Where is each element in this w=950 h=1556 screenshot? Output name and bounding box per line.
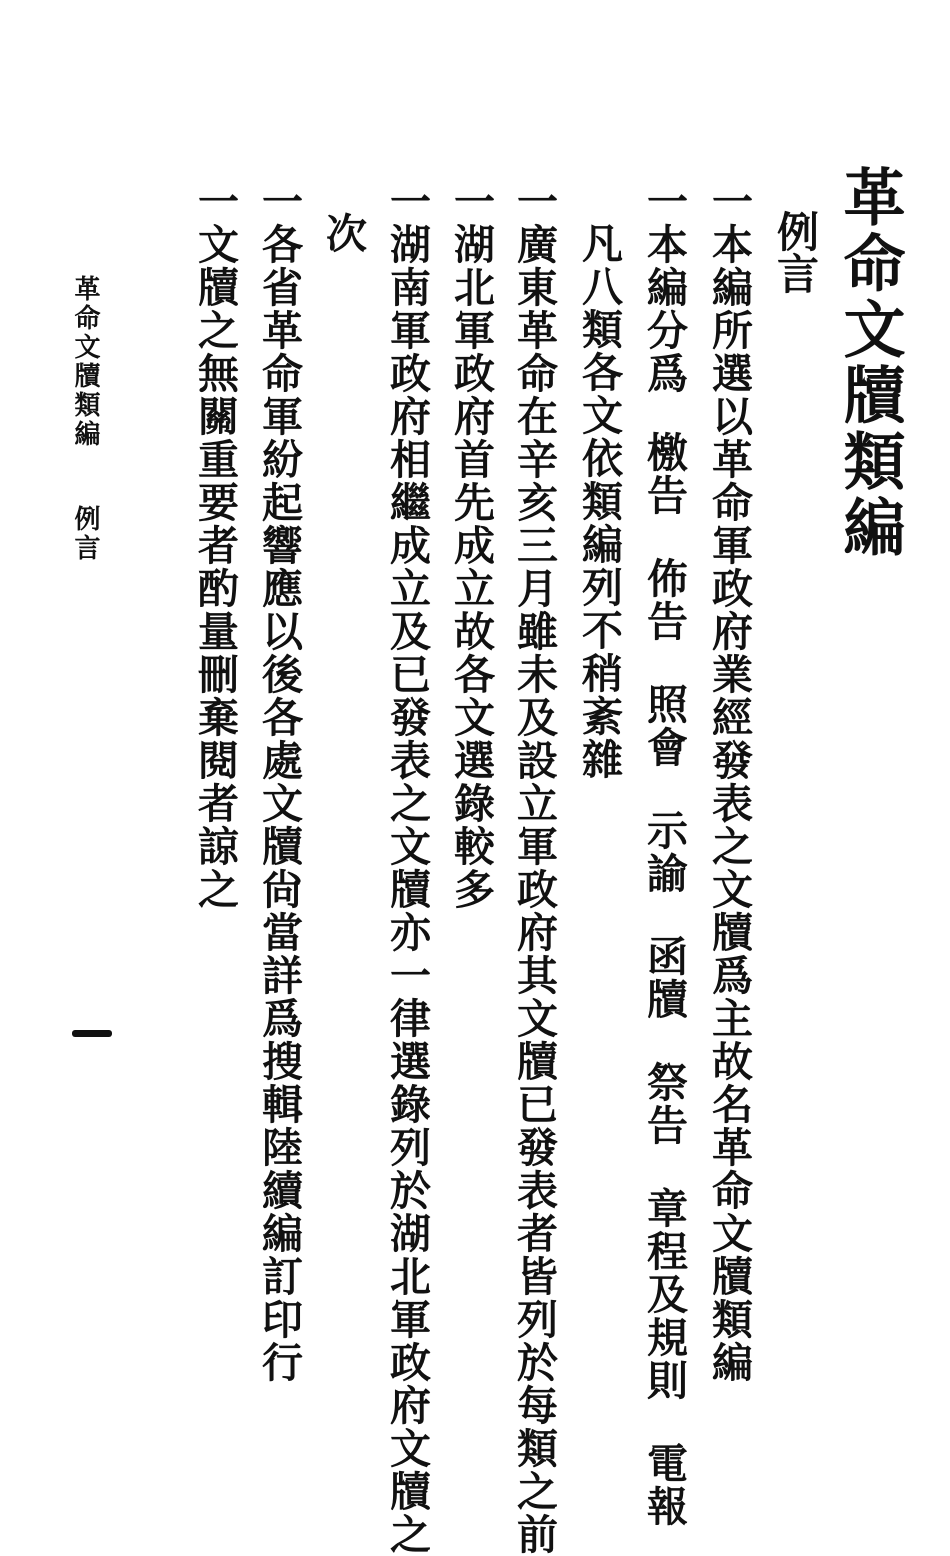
running-head-section: 例言: [70, 505, 100, 563]
entry-column-2-lead: 一本編分爲: [640, 180, 688, 395]
entry-column-9: 一文牘之無關重要者酌量刪棄閱者諒之: [191, 180, 239, 911]
category-item: 佈告: [640, 557, 688, 643]
page-title: 革命文牘類編: [833, 165, 906, 561]
category-item: 示諭: [640, 809, 688, 895]
running-head-title: 革命文牘類編: [70, 275, 100, 449]
category-item: 照會: [640, 683, 688, 769]
category-item: 電報: [640, 1442, 688, 1528]
category-item: 檄告: [640, 431, 688, 517]
entry-column-5: 一湖北軍政府首先成立故各文選錄較多: [447, 180, 495, 911]
page-number-mark: [72, 1030, 112, 1037]
category-item: 章程及規則: [640, 1187, 688, 1402]
entry-column-7: 次: [319, 212, 367, 255]
section-heading: 例言: [771, 210, 820, 294]
entry-column-3: 凡八類各文依類編列不稍紊雜: [575, 222, 623, 781]
running-head: [72, 275, 98, 563]
entry-column-2: [640, 180, 688, 1528]
entry-column-6: 一湖南軍政府相繼成立及已發表之文牘亦一律選錄列於湖北軍政府文牘之: [383, 180, 431, 1556]
entry-column-1: 一本編所選以革命軍政府業經發表之文牘爲主故名革命文牘類編: [705, 180, 753, 1384]
category-item: 函牘: [640, 935, 688, 1021]
category-item: 祭告: [640, 1061, 688, 1147]
entry-column-4: 一廣東革命在辛亥三月雖未及設立軍政府其文牘已發表者皆列於每類之前: [510, 180, 558, 1556]
entry-column-8: 一各省革命軍紛起響應以後各處文牘尙當詳爲搜輯陸續編訂印行: [255, 180, 303, 1384]
